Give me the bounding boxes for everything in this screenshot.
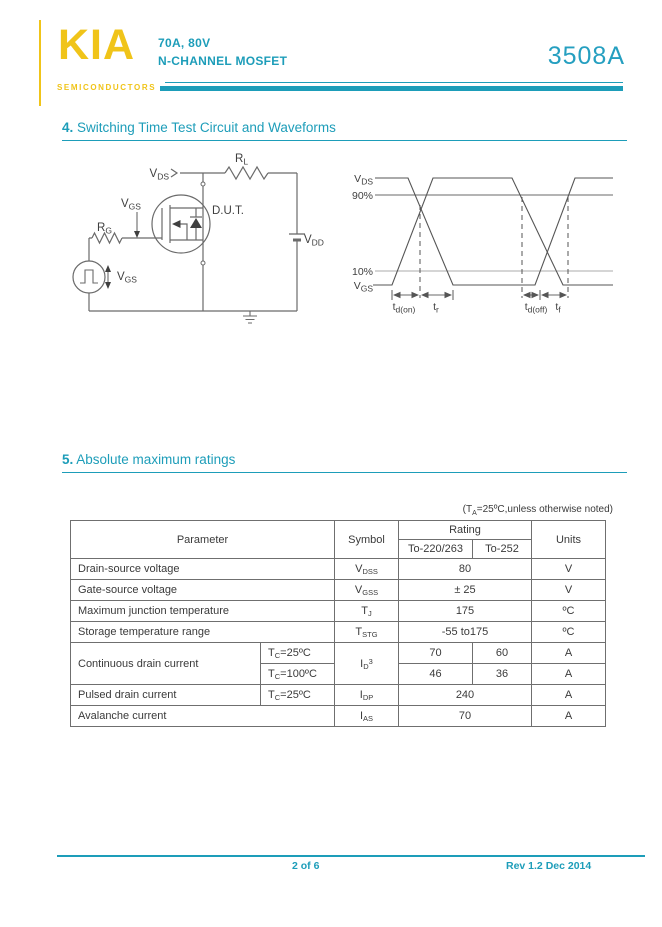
- page-number: 2 of 6: [292, 860, 320, 872]
- condition-cell: $T_C=25ºC$: [261, 643, 335, 664]
- rating-cell: 70: [399, 643, 473, 664]
- brand-logo-subtext: SEMICONDUCTORS: [57, 83, 157, 92]
- mosfet-body-stub: [180, 224, 187, 240]
- param-cell: Gate-source voltage: [71, 580, 335, 601]
- vgs-probe-arrowhead: [134, 231, 140, 238]
- symbol-cell: $T_{STG}$: [335, 622, 399, 643]
- rl-label: $R_L$: [235, 153, 249, 167]
- tf-label: $t_f$: [555, 301, 561, 315]
- vds-axis-label: $V_{DS}$: [354, 173, 373, 187]
- vgs-probe-label: $V_{GS}$: [121, 198, 141, 212]
- ninety-percent-label: 90%: [351, 190, 373, 202]
- table-row: [71, 559, 606, 580]
- footer-rule: [57, 855, 645, 857]
- vgs-source-label: $V_{GS}$: [117, 271, 137, 285]
- rating-cell: ± 25: [399, 580, 532, 601]
- units-cell: V: [532, 559, 606, 580]
- table-header-row: [71, 521, 606, 540]
- mosfet-body-arrow: [172, 220, 181, 228]
- section4-number: 4.: [62, 120, 74, 135]
- node-dot: [201, 261, 205, 265]
- logo-accent-strip: [39, 20, 41, 106]
- header-package-1: To-220/263: [399, 540, 473, 559]
- td-on-label: $t_{d(on)}$: [392, 301, 416, 315]
- table-row: [71, 643, 606, 664]
- param-cell: Storage temperature range: [71, 622, 335, 643]
- header-parameter: Parameter: [71, 521, 335, 559]
- rating-cell: 46: [399, 664, 473, 685]
- header-rule-thin: [165, 82, 623, 83]
- section5-heading: [62, 452, 627, 473]
- device-type: N-CHANNEL MOSFET: [158, 54, 288, 68]
- switching-test-circuit-diagram: [55, 150, 365, 338]
- section4-title: Switching Time Test Circuit and Waveforms: [73, 120, 336, 135]
- absolute-maximum-ratings-table: [70, 520, 606, 727]
- vdd-label: $V_{DD}$: [304, 234, 324, 248]
- units-cell: ºC: [532, 622, 606, 643]
- symbol-cell: $I_{AS}$: [335, 706, 399, 727]
- units-cell: A: [532, 706, 606, 727]
- td-off-label: $t_{d(off)}$: [524, 301, 548, 315]
- header-package-2: To-252: [473, 540, 532, 559]
- rating-cell: 80: [399, 559, 532, 580]
- ten-percent-label: 10%: [351, 266, 373, 278]
- vds-probe-arrow: [171, 169, 177, 177]
- rating-cell: 36: [473, 664, 532, 685]
- units-cell: V: [532, 580, 606, 601]
- node-dot: [201, 182, 205, 186]
- symbol-cell: $T_J$: [335, 601, 399, 622]
- units-cell: A: [532, 664, 606, 685]
- units-cell: A: [532, 643, 606, 664]
- revision-label: Rev 1.2 Dec 2014: [506, 860, 592, 872]
- table-condition-note: ($T_A=25ºC,unless$ otherwise noted): [462, 504, 613, 517]
- rating-cell: 70: [399, 706, 532, 727]
- pulse-waveform-glyph: [80, 270, 98, 283]
- units-cell: ºC: [532, 601, 606, 622]
- table-row: [71, 601, 606, 622]
- amplitude-marker-up-arrow: [105, 265, 111, 272]
- table-row: [71, 622, 606, 643]
- wire: [89, 238, 92, 311]
- header-rule-thick: [160, 86, 623, 91]
- rating-cell: -55 to175: [399, 622, 532, 643]
- amplitude-marker-down-arrow: [105, 282, 111, 289]
- condition-cell: $T_C=25ºC$: [261, 685, 335, 706]
- body-diode-triangle: [190, 218, 202, 228]
- switching-waveform-diagram: [345, 165, 618, 315]
- symbol-cell: $I_D^3$: [335, 643, 399, 685]
- symbol-cell: $I_{DP}$: [335, 685, 399, 706]
- resistor-rl-symbol: [225, 167, 268, 179]
- ground-symbol: [243, 311, 257, 323]
- table-row: [71, 685, 606, 706]
- header-units: Units: [532, 521, 606, 559]
- brand-logo: KIA: [58, 21, 136, 69]
- pulse-generator-circle: [73, 261, 105, 293]
- vgs-axis-label: $V_{GS}$: [353, 280, 373, 294]
- param-cell: Continuous drain current: [71, 643, 261, 685]
- condition-cell: $T_C=100ºC$: [261, 664, 335, 685]
- vgs-trace: [373, 178, 613, 285]
- param-cell: Drain-source voltage: [71, 559, 335, 580]
- param-cell: Avalanche current: [71, 706, 335, 727]
- vds-trace: [375, 178, 613, 285]
- device-rating: 70A, 80V: [158, 36, 211, 50]
- part-number: 3508A: [547, 42, 625, 70]
- tr-label: $t_r$: [433, 301, 439, 315]
- rating-cell: 60: [473, 643, 532, 664]
- rating-cell: 175: [399, 601, 532, 622]
- param-cell: Pulsed drain current: [71, 685, 261, 706]
- header-rating: Rating: [399, 521, 532, 540]
- table-row: [71, 580, 606, 601]
- param-cell: Maximum junction temperature: [71, 601, 335, 622]
- units-cell: A: [532, 685, 606, 706]
- section5-number: 5.: [62, 452, 74, 467]
- table-row: [71, 706, 606, 727]
- symbol-cell: $V_{DSS}$: [335, 559, 399, 580]
- section4-heading: [62, 120, 627, 141]
- rg-label: $R_G$: [97, 222, 112, 236]
- section5-title: Absolute maximum ratings: [73, 452, 236, 467]
- vds-label: $V_{DS}$: [149, 168, 169, 182]
- dut-label: D.U.T.: [212, 205, 244, 217]
- header-symbol: Symbol: [335, 521, 399, 559]
- symbol-cell: $V_{GSS}$: [335, 580, 399, 601]
- rating-cell: 240: [399, 685, 532, 706]
